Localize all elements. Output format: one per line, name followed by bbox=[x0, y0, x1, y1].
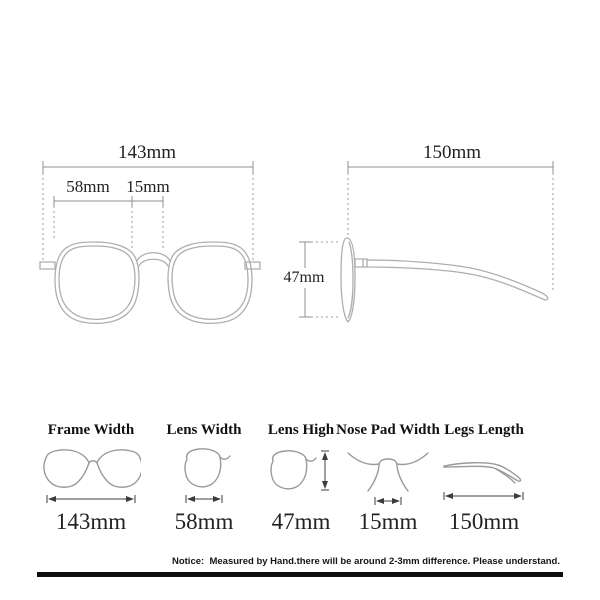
lens-width-dimension-label: 58mm bbox=[66, 177, 110, 196]
height-arrow bbox=[321, 451, 329, 490]
temple-arm-icon bbox=[439, 446, 529, 508]
nose-bridge-icon bbox=[338, 446, 438, 508]
spec-value-legs-length: 150mm bbox=[448, 509, 520, 534]
side-view-figure bbox=[280, 130, 570, 330]
spec-value-lens-high: 47mm bbox=[271, 509, 331, 534]
length-arrow bbox=[444, 492, 523, 500]
spec-frame-width bbox=[35, 421, 147, 535]
spec-title-nose-pad-width: Nose Pad Width bbox=[336, 422, 440, 438]
spec-lens-width bbox=[148, 421, 260, 535]
measurement-notice: Notice: Measured by Hand.there will be around 2-3mm difference. Please understand. bbox=[171, 556, 560, 567]
spec-value-nose-pad-width: 15mm bbox=[358, 509, 418, 534]
spec-value-lens-width: 58mm bbox=[174, 509, 234, 534]
side-view-drawing bbox=[280, 130, 570, 330]
spec-value-frame-width: 143mm bbox=[55, 509, 127, 534]
spec-title-frame-width: Frame Width bbox=[47, 422, 135, 438]
width-arrow bbox=[186, 495, 222, 503]
frame-front-icon bbox=[41, 446, 141, 508]
spec-title-lens-high: Lens High bbox=[267, 422, 335, 438]
front-view-figure bbox=[30, 130, 270, 340]
lens-height-icon bbox=[265, 446, 337, 508]
front-view-drawing bbox=[30, 130, 270, 340]
lens-height-dimension-label: 47mm bbox=[283, 269, 325, 286]
spec-title-legs-length: Legs Length bbox=[444, 422, 524, 438]
width-arrow bbox=[375, 497, 401, 505]
glasses-front-art bbox=[40, 242, 260, 323]
frame-width-dimension-label: 143mm bbox=[117, 142, 177, 163]
spec-title-lens-width: Lens Width bbox=[166, 422, 242, 438]
lens-nose-dimension-line bbox=[54, 196, 163, 249]
spec-legs-length bbox=[428, 421, 540, 535]
glasses-side-art bbox=[341, 238, 548, 322]
legs-length-dimension-label: 150mm bbox=[422, 142, 482, 163]
bottom-divider-bar bbox=[37, 572, 563, 577]
nose-pad-dimension-label: 15mm bbox=[126, 177, 170, 196]
legs-length-dimension-line bbox=[348, 161, 553, 293]
width-arrow bbox=[47, 495, 135, 503]
single-lens-icon bbox=[173, 446, 235, 508]
